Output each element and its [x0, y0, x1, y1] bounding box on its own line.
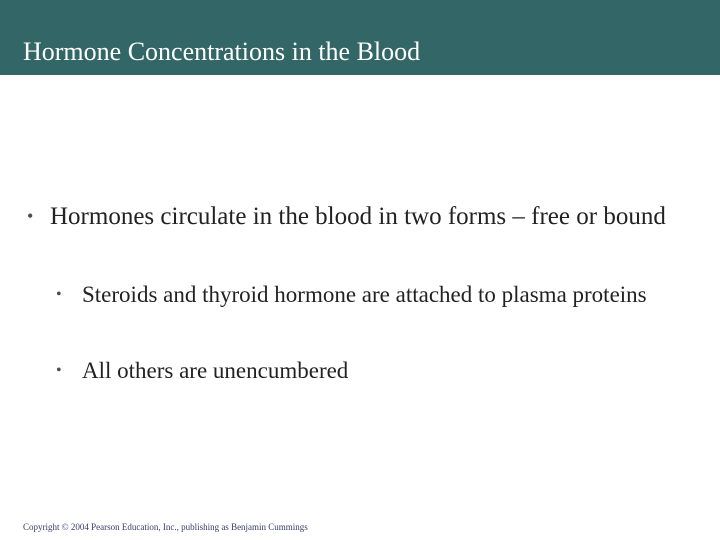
copyright-footer: Copyright © 2004 Pearson Education, Inc., publishing as Benjamin Cummings: [23, 522, 308, 532]
sub-bullet-text: Steroids and thyroid hormone are attached to plasma proteins: [82, 282, 647, 307]
bullet-item: [27, 200, 687, 233]
slide-title: Hormone Concentrations in the Blood: [23, 37, 421, 66]
sub-bullet-item: [56, 355, 696, 386]
sub-bullet-marker: •: [56, 286, 62, 303]
bullet-text: Hormones circulate in the blood in two forms – free or bound: [50, 203, 666, 230]
bullet-marker: •: [27, 206, 34, 226]
sub-bullet-item: [56, 279, 696, 310]
sub-bullet-text: All others are unencumbered: [82, 358, 349, 383]
sub-bullet-marker: •: [56, 362, 62, 379]
